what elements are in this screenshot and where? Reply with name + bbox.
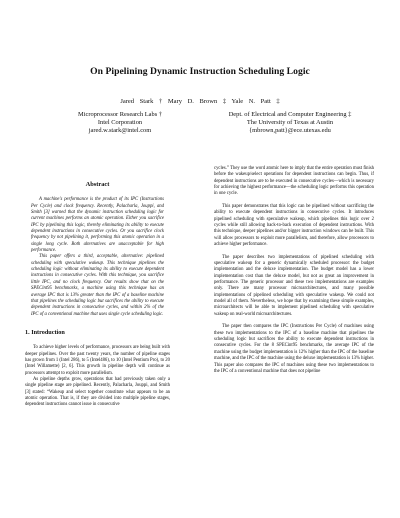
introduction-body [25, 345, 170, 408]
body-paragraph: This paper demonstrates that this logic can be pipelined without sacrificing the ability to execute dependent instructions in consecutive cycles. It introduces pipelined scheduling with speculative wakeup, which pipelines this logic over 2 cycles while still allowing back-to-back execution of dependent instructions. With this technique, deeper pipelines and/or bigger instruction windows can be built. This will allow processors to exploit more parallelism, and therefore, allow processors to achieve higher performance. [214, 204, 374, 248]
author-line: Jared Stark † Mary D. Brown ‡ Yale N. Patt ‡ [120, 98, 280, 105]
affiliation-line: Intel Corporation [97, 119, 143, 127]
abstract-paragraph: A machine's performance is the product of its IPC (Instructions Per Cycle) and clock frequency. Recently, Palacharla, Jouppi, and Smith [3] warned that the dynamic instruction scheduling logic for current machines performs an atomic operation. Either you sacrifice IPC by pipelining this logic, thereby eliminating its ability to execute dependent instructions in consecutive cycles. Or you sacrifice clock frequency by not pipelining it, performing this atomic operation in a single long cycle. Both alternatives are unacceptable for high performance. [31, 197, 164, 254]
affiliation-line: The University of Texas at Austin [246, 119, 334, 127]
affiliation-line: Microprocessor Research Labs † [78, 111, 162, 118]
abstract-paragraph: This paper offers a third, acceptable, alternative: pipelined scheduling with speculative wakeup. This technique pipelines the scheduling logic without eliminating its ability to execute dependent instructions in consecutive cycles. With this technique, you sacrifice little IPC, and no clock frequency. Our results show that on the SPECint95 benchmarks, a machine using this technique has an average IPC that is 13% greater than the IPC of a baseline machine that pipelines the scheduling logic but sacrifices the ability to execute dependent instructions in consecutive cycles, and within 2% of the IPC of a conventional machine that uses single cycle scheduling logic. [31, 254, 164, 317]
right-column [214, 166, 374, 382]
abstract-heading: Abstract [85, 181, 110, 188]
body-paragraph: The paper describes two implementations of pipelined scheduling with speculative wakeup for a generic dynamically scheduled processor: the budget implementation and the deluxe implementation. The budget model has a lower implementation cost than the deluxe model, but not as great an improvement in performance. The generic processor and these two implementations are examples only. There are many processor microarchitectures, and many possible implementations of pipelined scheduling with speculative wakeup. We could not model all of them. Nevertheless, we hope that by examining these simple examples, microarchitects will be able to implement pipelined scheduling with speculative wakeup on real-world microarchitectures. [214, 254, 374, 317]
body-paragraph: As pipeline depths grow, operations that had previously taken only a single pipeline stage are pipelined. Recently, Palacharla, Jouppi, and Smith [3] stated: “Wakeup and select together constitute what appears to be an atomic operation. That is, if they are divided into multiple pipeline stages, dependent instructions cannot issue in consecutive [25, 376, 170, 408]
affiliation-line: Dept. of Electrical and Computer Engineering ‡ [228, 111, 352, 118]
abstract [25, 197, 170, 318]
body-paragraph: The paper then compares the IPC (Instructions Per Cycle) of machines using these two implementations to the IPC of a baseline machine that pipelines the scheduling logic but sacrifices the ability to execute dependent instructions in consecutive cycles. For the 8 SPECint95 benchmarks, the average IPC of the machine using the budget implementation is 12% higher than the IPC of the baseline machine, and the IPC of the machine using the deluxe implementation is 13% higher. This paper also compares the IPC of machines using these two implementations to the IPC of a conventional machine that does not pipeline [214, 324, 374, 374]
paper-title: On Pipelining Dynamic Instruction Scheduling Logic [90, 66, 310, 77]
body-paragraph: To achieve higher levels of performance, processors are being built with deeper pipelines. Over the past twenty years, the number of pipeline stages has grown from 1 (Intel 286), to 5 (Intel486), to 10 (Intel Pentium Pro), to 20 (Intel Willamette) [2, 6]. This growth in pipeline depth will continue as processors attempt to exploit more parallelism. [25, 345, 170, 376]
body-paragraph: cycles.” They use the word atomic here to imply that the entire operation must finish before the wakeup/select operations for dependent instructions can begin. Thus, if dependent instructions are to be executed in consecutive cycles—which is necessary for achieving the highest performance—the scheduling logic performs this operation in one cycle. [214, 166, 374, 197]
email-line: jared.w.stark@intel.com [88, 127, 152, 135]
email-line: {mbrown,patt}@ece.utexas.edu [249, 127, 331, 135]
affiliation-intel [50, 111, 190, 136]
left-column [25, 168, 170, 409]
section-heading: 1. Introduction [25, 328, 65, 336]
affiliation-ut-austin [205, 111, 375, 136]
